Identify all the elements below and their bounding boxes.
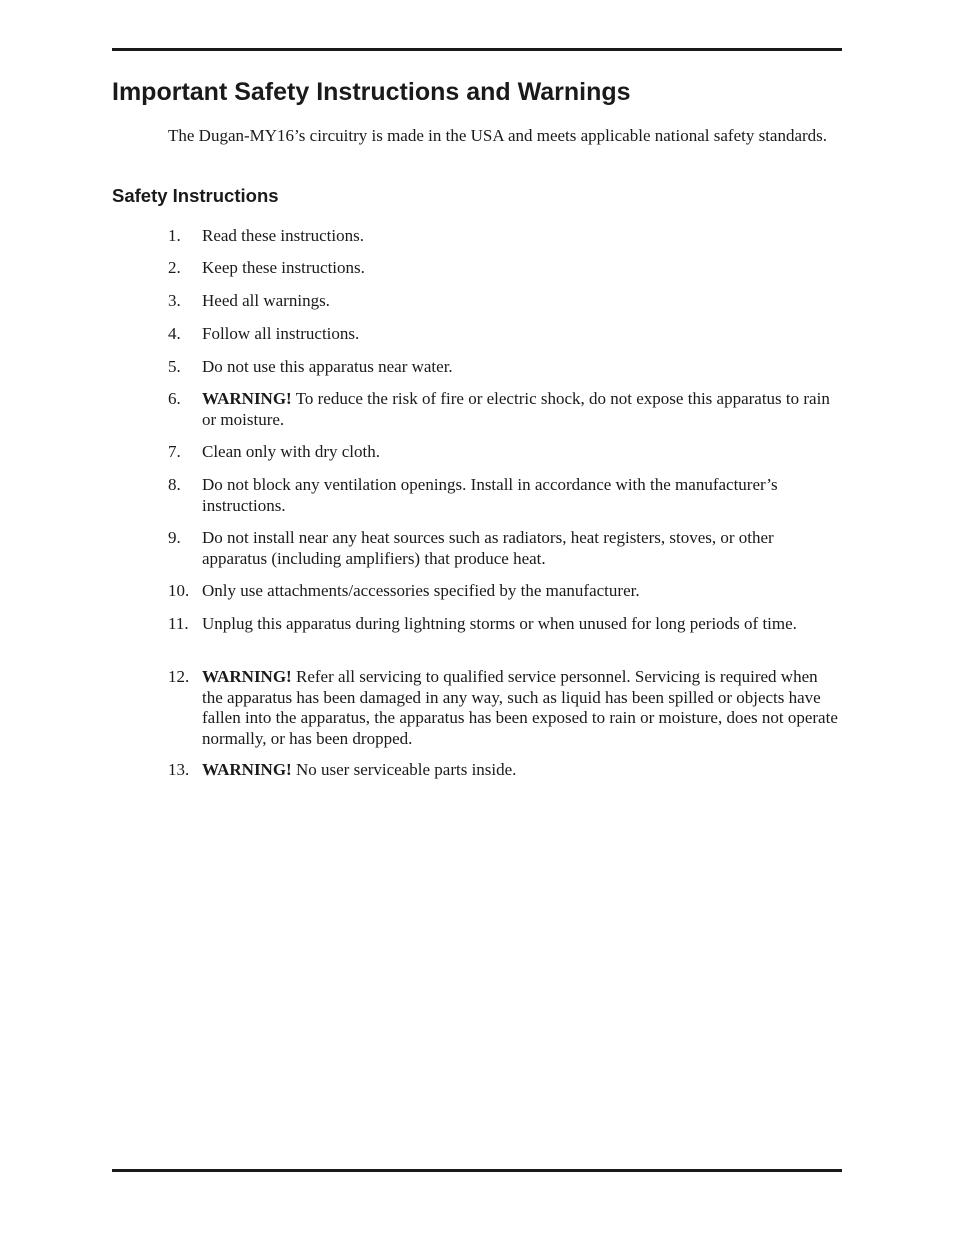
item-body: Refer all servicing to qualified service personnel. Servicing is required when the apparatus has been damaged in any way, such as liquid has been spilled or objects have fallen into the apparatus, the apparatus has been exposed to rain or moisture, does not operate normally, or has been dropped. <box>202 667 838 748</box>
item-body: No user serviceable parts inside. <box>295 760 517 779</box>
item-text <box>202 324 842 345</box>
item-number: 10. <box>168 581 190 600</box>
item-body: Heed all warnings. <box>202 291 330 310</box>
item-body: Only use attachments/accessories specified by the manufacturer. <box>202 581 640 600</box>
item-number: 8. <box>168 475 181 494</box>
item-number: 2. <box>168 258 181 277</box>
item-number: 13. <box>168 760 190 779</box>
item-body: Clean only with dry cloth. <box>202 442 381 461</box>
item-text <box>202 389 842 430</box>
top-rule <box>112 48 842 51</box>
item-body: Follow all instructions. <box>202 324 360 343</box>
item-body: Do not use this apparatus near water. <box>202 357 453 376</box>
item-number: 11. <box>168 614 189 633</box>
item-text <box>202 357 842 378</box>
item-number: 3. <box>168 291 181 310</box>
section-title: Safety Instructions <box>112 185 279 206</box>
item-body: Unplug this apparatus during lightning storms or when unused for long periods of time. <box>202 614 797 633</box>
item-text <box>202 667 842 749</box>
item-text <box>202 614 842 635</box>
item-text <box>202 442 842 463</box>
item-body: Keep these instructions. <box>202 258 365 277</box>
item-text <box>202 528 842 569</box>
item-text <box>202 475 842 516</box>
intro-paragraph: The Dugan-MY16’s circuitry is made in the USA and meets applicable national safety standards. <box>168 126 828 145</box>
item-text <box>202 291 842 312</box>
warning-label: WARNING! <box>202 760 292 779</box>
item-number: 9. <box>168 528 181 547</box>
warning-label: WARNING! <box>202 667 292 686</box>
item-body: Do not install near any heat sources such as radiators, heat registers, stoves, or other apparatus (including amplifiers) that produce heat. <box>202 528 774 568</box>
warning-label: WARNING! <box>202 389 292 408</box>
item-body: To reduce the risk of fire or electric shock, do not expose this apparatus to rain or moisture. <box>202 389 830 429</box>
item-text <box>202 258 842 279</box>
item-text <box>202 760 842 781</box>
item-text <box>202 226 842 247</box>
page-title: Important Safety Instructions and Warnings <box>112 78 631 106</box>
item-number: 4. <box>168 324 181 343</box>
bottom-rule <box>112 1169 842 1172</box>
item-body: Read these instructions. <box>202 226 364 245</box>
item-number: 6. <box>168 389 181 408</box>
item-body: Do not block any ventilation openings. Install in accordance with the manufacturer’s instructions. <box>202 475 778 515</box>
item-text <box>202 581 842 602</box>
item-number: 1. <box>168 226 181 245</box>
item-number: 12. <box>168 667 190 686</box>
item-number: 5. <box>168 357 181 376</box>
item-number: 7. <box>168 442 181 461</box>
